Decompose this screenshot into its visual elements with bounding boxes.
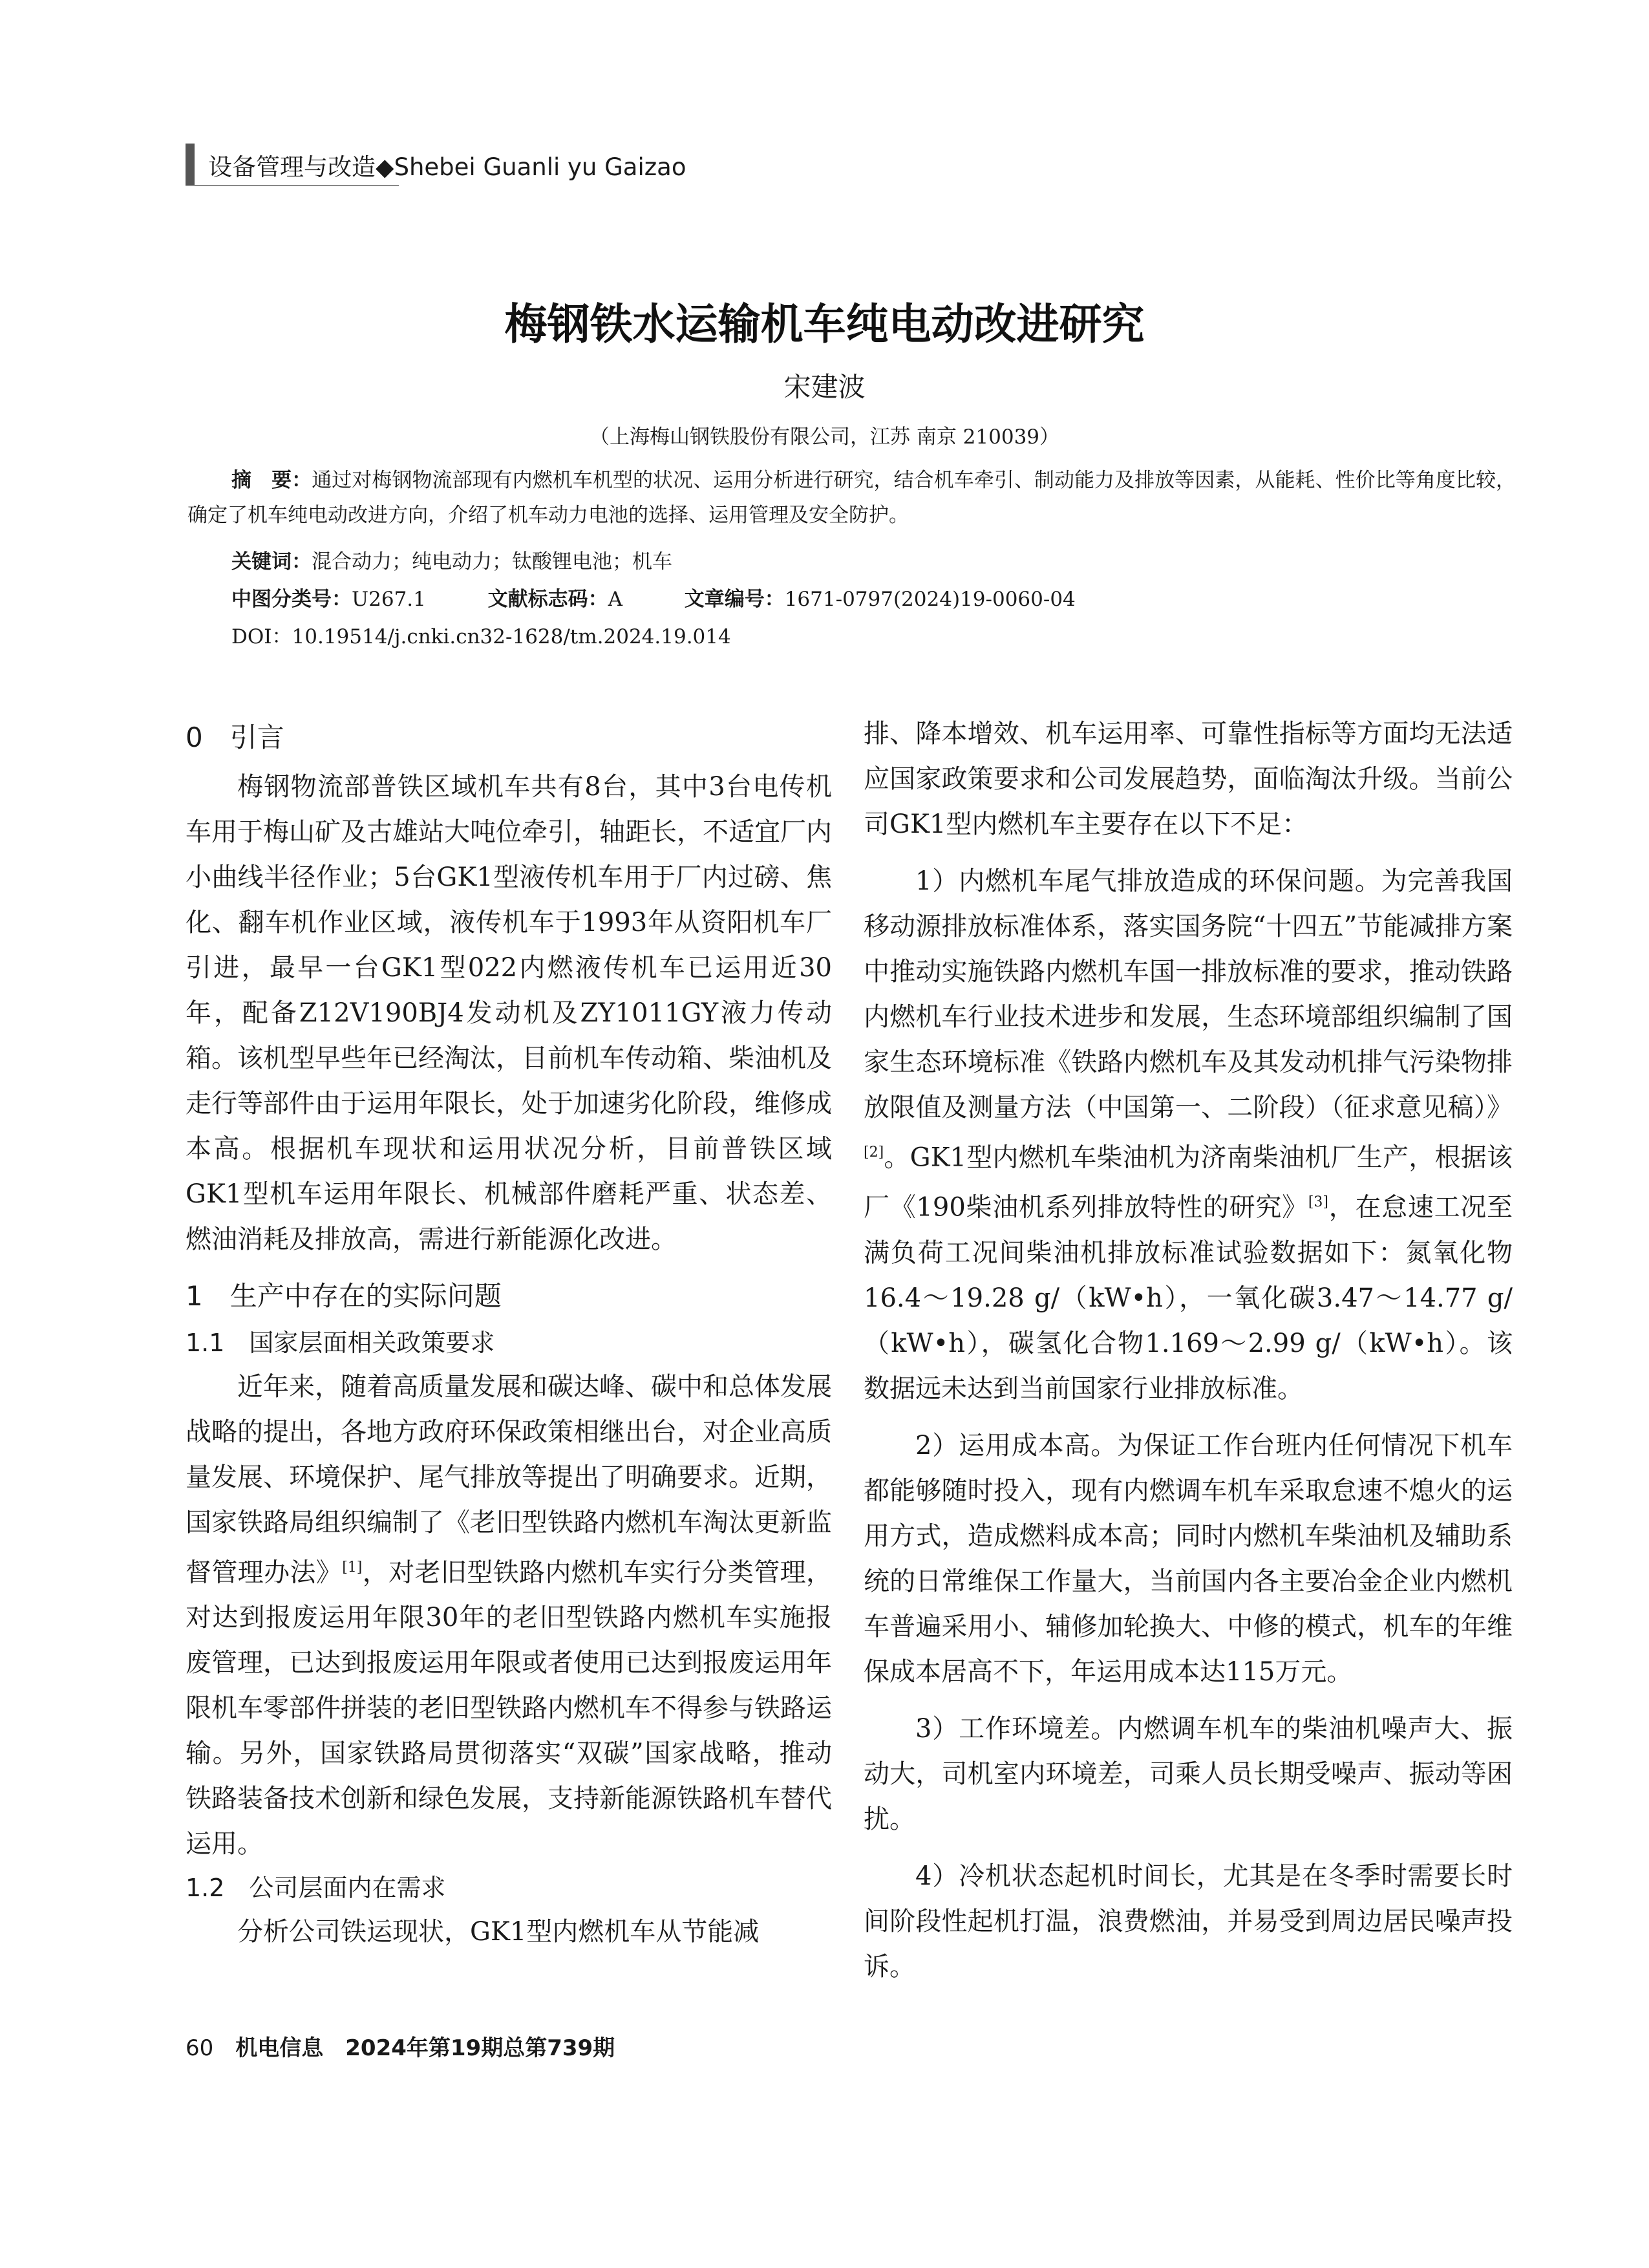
abstract (187, 463, 1516, 533)
continued-paragraph: 排、降本增效、机车运用率、可靠性指标等方面均无法适应国家政策要求和公司发展趋势，面临淘汰升级。当前公司GK1型内燃机车主要存在以下不足： (864, 719, 1513, 839)
header-bar-decoration (186, 144, 195, 185)
citation-2: [2] (864, 1144, 884, 1161)
keywords-line (231, 544, 1511, 579)
article-author: 宋建波 (783, 371, 866, 403)
problem-4-paragraph: 4）冷机状态起机时间长，尤其是在冬季时需要长时间阶段性起机打温，浪费燃油，并易受到周边居民噪声投诉。 (864, 1861, 1513, 1982)
section-1-heading: 1 生产中存在的实际问题 (186, 1280, 502, 1312)
section-0-paragraph: 梅钢物流部普铁区域机车共有8台，其中3台电传机车用于梅山矿及古雄站大吨位牵引，轴距长，不适宜厂内小曲线半径作业；5台GK1型液传机车用于厂内过磅、焦化、翻车机作业区域，液传机车于1993年从资阳机车厂引进，最早一台GK1型022内燃液传机车已运用近30年，配备Z12V190BJ4发动机及ZY1011GY液力传动箱。该机型早些年已经淘汰，目前机车传动箱、柴油机及走行等部件由于运用年限长，处于加速劣化阶段，维修成本高。根据机车现状和运用状况分析，目前普铁区域GK1型机车运用年限长、机械部件磨耗严重、状态差、燃油消耗及排放高，需进行新能源化改进。 (186, 772, 832, 1254)
problem-1-paragraph (864, 859, 1513, 1411)
section-1-2-paragraph: 分析公司铁运现状，GK1型内燃机车从节能减 (237, 1917, 760, 1947)
page-footer (186, 2030, 615, 2062)
doc-code-label: 文献标志码： (487, 588, 608, 611)
section-1-1-paragraph (186, 1364, 832, 1867)
section-1-2-heading: 1.2 公司层面内在需求 (186, 1874, 446, 1903)
right-column (864, 711, 1513, 1989)
problem-3-paragraph: 3）工作环境差。内燃调车机车的柴油机噪声大、振动大，司机室内环境差，司乘人员长期受噪声、振动等困扰。 (864, 1713, 1513, 1834)
keywords-label: 关键词： (231, 550, 312, 573)
problem-1-text-b: 。GK1型内燃机车柴油机为济南柴油机厂生产，根据该厂《190柴油机系列排放特性的研究》 (864, 1142, 1513, 1223)
doc-code-value: A (608, 588, 622, 611)
journal-issue: 机电信息 2024年第19期总第739期 (235, 2035, 615, 2061)
problem-2-paragraph: 2）运用成本高。为保证工作台班内任何情况下机车都能够随时投入，现有内燃调车机车采取怠速不熄火的运用方式，造成燃料成本高；同时内燃机车柴油机及辅助系统的日常维保工作量大，当前国内各主要冶金企业内燃机车普遍采用小、辅修加轮换大、中修的模式，机车的年维保成本居高不下，年运用成本达115万元。 (864, 1430, 1513, 1687)
section-1-1-text-a: 近年来，随着高质量发展和碳达峰、碳中和总体发展战略的提出，各地方政府环保政策相继出台，对企业高质量发展、环境保护、尾气排放等提出了明确要求。近期，国家铁路局组织编制了《老旧型铁路内燃机车淘汰更新监督管理办法》 (186, 1372, 832, 1588)
abstract-text: 通过对梅钢物流部现有内燃机车机型的状况、运用分析进行研究，结合机车牵引、制动能力及排放等因素，从能耗、性价比等角度比较，确定了机车纯电动改进方向，介绍了机车动力电池的选择、运用管理及安全防护。 (187, 469, 1516, 527)
header-underline (186, 185, 399, 186)
doi-label: DOI： (231, 625, 292, 648)
classification-line (231, 582, 1511, 617)
problem-1-text-c: ，在怠速工况至满负荷工况间柴油机排放标准试验数据如下：氮氧化物16.4～19.28 g/（kW•h），一氧化碳3.47～14.77 g/（kW•h），碳氢化合物1.169～2.99 g/（kW•h）。该数据远未达到当前国家行业排放标准。 (864, 1192, 1513, 1404)
clc-label: 中图分类号： (231, 588, 352, 611)
left-column (186, 711, 832, 1954)
section-1-1-heading: 1.1 国家层面相关政策要求 (186, 1329, 495, 1357)
clc-value: U267.1 (352, 588, 426, 611)
author-affiliation: （上海梅山钢铁股份有限公司，江苏 南京 210039） (589, 425, 1060, 449)
problem-1-text-a: 1）内燃机车尾气排放造成的环保问题。为完善我国移动源排放标准体系，落实国务院“十四五”节能减排方案中推动实施铁路内燃机车国一排放标准的要求，推动铁路内燃机车行业技术进步和发展，生态环境部组织编制了国家生态环境标准《铁路内燃机车及其发动机排气污染物排放限值及测量方法（中国第一、二阶段）（征求意见稿）》 (864, 866, 1513, 1122)
abstract-label: 摘 要： (231, 469, 312, 492)
section-1-1-text-b: ，对老旧型铁路内燃机车实行分类管理，对达到报废运用年限30年的老旧型铁路内燃机车实施报废管理，已达到报废运用年限或者使用已达到报废运用年限机车零部件拼装的老旧型铁路内燃机车不得参与铁路运输。另外，国家铁路局贯彻落实“双碳”国家战略，推动铁路装备技术创新和绿色发展，支持新能源铁路机车替代运用。 (186, 1557, 833, 1859)
page-number: 60 (186, 2035, 214, 2061)
keywords-text: 混合动力；纯电动力；钛酸锂电池；机车 (312, 550, 672, 573)
doi-line (231, 619, 1511, 654)
article-no-label: 文章编号： (684, 588, 785, 611)
section-0-heading: 0 引言 (186, 722, 284, 753)
article-title: 梅钢铁水运输机车纯电动改进研究 (504, 299, 1145, 349)
article-no-value: 1671-0797(2024)19-0060-04 (784, 588, 1076, 611)
citation-1: [1] (342, 1559, 363, 1576)
citation-3: [3] (1308, 1194, 1328, 1211)
doi-value: 10.19514/j.cnki.cn32-1628/tm.2024.19.014 (292, 625, 731, 648)
section-header: 设备管理与改造◆Shebei Guanli yu Gaizao (208, 153, 686, 181)
